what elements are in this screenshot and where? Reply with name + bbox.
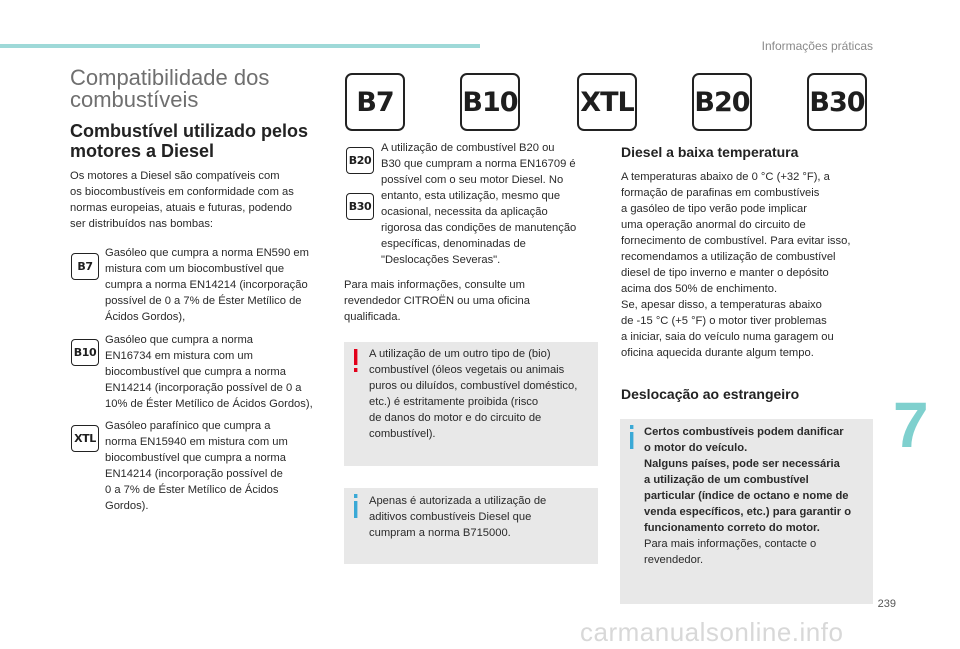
text-line: Gasóleo que cumpra a norma (105, 334, 254, 346)
text-line: Certos combustíveis podem danificar (644, 426, 844, 438)
dealer-info-paragraph (344, 277, 594, 325)
info-icon (353, 494, 359, 518)
text-line: recomendamos a utilização de combustível (621, 251, 836, 263)
exclamation-icon (353, 349, 359, 373)
intro-line: normas europeias, atuais e futuras, podendo (70, 202, 293, 214)
fuel-badge-b7: B7 (71, 253, 99, 280)
text-line: de -15 °C (+5 °F) o motor tiver problemas (621, 315, 827, 327)
low-temperature-heading: Diesel a baixa temperatura (621, 144, 799, 160)
text-line: "Deslocações Severas". (381, 254, 501, 266)
low-temperature-paragraph (621, 169, 876, 361)
fuel-description-b10 (105, 332, 333, 412)
text-line: B30 que cumpram a norma EN16709 é (381, 158, 576, 170)
subsection-title-line: Combustível utilizado pelos (70, 121, 309, 141)
text-line: A utilização de combustível B20 ou (381, 142, 555, 154)
text-line: combustível). (369, 428, 436, 440)
text-line: Se, apesar disso, a temperaturas abaixo (621, 299, 822, 311)
intro-line: os biocombustíveis em conformidade com as (70, 186, 294, 198)
text-line: biocombustível que cumpra a norma (105, 366, 286, 378)
text-line: entanto, esta utilização, mesmo que (381, 190, 561, 202)
badge-xtl: XTL (577, 73, 637, 131)
watermark: carmanualsonline.info (580, 617, 844, 647)
fuel-badge-b30: B30 (346, 193, 374, 220)
text-line: 0 a 7% de Éster Metílico de Ácidos (105, 484, 279, 496)
text-line: uma operação anormal do circuito de (621, 219, 806, 231)
subsection-title (70, 121, 340, 161)
text-line: a gasóleo de tipo verão pode implicar (621, 203, 807, 215)
text-line: revendedor CITROËN ou uma oficina (344, 295, 530, 307)
page-number: 239 (877, 598, 896, 610)
text-line: puros ou diluídos, combustível doméstico, (369, 380, 578, 392)
text-line: possível de 0 a 7% de Éster Metílico de (105, 295, 302, 307)
text-line: de danos do motor e do circuito de (369, 412, 542, 424)
fuel-description-b7 (105, 245, 330, 325)
text-line: fornecimento de combustível. Para evitar isso, (621, 235, 851, 247)
text-line: Gasóleo parafínico que cumpra a (105, 420, 271, 432)
text-line: formação de parafinas em combustíveis (621, 187, 820, 199)
badge-b30: B30 (807, 73, 867, 131)
info-note-text (369, 493, 594, 541)
text-line: diesel de tipo inverno e manter o depósito (621, 267, 829, 279)
chapter-number: 7 (893, 389, 929, 461)
intro-line: Os motores a Diesel são compatíveis com (70, 170, 280, 182)
fuel-description-xtl (105, 418, 330, 514)
text-line: cumpram a norma B715000. (369, 527, 511, 539)
subsection-title-line: motores a Diesel (70, 141, 215, 161)
info-icon (629, 425, 635, 449)
text-line: revendedor. (644, 554, 704, 566)
text-line: o motor do veículo. (644, 442, 748, 454)
text-line: EN14214 (incorporação possível de 0 a (105, 382, 302, 394)
text-line: Apenas é autorizada a utilização de (369, 495, 547, 507)
text-line: EN14214 (incorporação possível de (105, 468, 283, 480)
abroad-heading: Deslocação ao estrangeiro (621, 386, 800, 402)
text-line: A utilização de um outro tipo de (bio) (369, 348, 551, 360)
text-line: norma EN15940 em mistura com um (105, 436, 288, 448)
b20-b30-description (381, 140, 599, 268)
text-line: acima dos 50% de enchimento. (621, 283, 778, 295)
badge-b10: B10 (460, 73, 520, 131)
chapter-title: Informações práticas (761, 39, 873, 53)
fuel-badge-xtl: XTL (71, 425, 99, 452)
text-line: Gordos). (105, 500, 149, 512)
text-line: Para mais informações, contacte o (644, 538, 817, 550)
fuel-badge-b20: B20 (346, 147, 374, 174)
text-line: cumpra a norma EN14214 (incorporação (105, 279, 308, 291)
text-line: específicas, denominadas de (381, 238, 526, 250)
text-line: EN16734 em mistura com um (105, 350, 253, 362)
section-title-line: combustíveis (70, 87, 199, 112)
section-title-line: Compatibilidade dos (70, 65, 270, 90)
text-line: Ácidos Gordos), (105, 311, 186, 323)
text-line: Gasóleo que cumpra a norma EN590 em (105, 247, 309, 259)
text-line: particular (índice de octano e nome de (644, 490, 849, 502)
section-title (70, 67, 330, 111)
text-line: possível com o seu motor Diesel. No (381, 174, 564, 186)
text-line: etc.) é estritamente proibida (risco (369, 396, 539, 408)
text-line: A temperaturas abaixo de 0 °C (+32 °F), a (621, 171, 830, 183)
warning-note-text (369, 346, 597, 442)
text-line: rigorosa das condições de manutenção (381, 222, 577, 234)
text-line: venda específicos, etc.) para garantir o (644, 506, 852, 518)
badge-b7: B7 (345, 73, 405, 131)
text-line: a utilização de um combustível (644, 474, 809, 486)
text-line: mistura com um biocombustível que (105, 263, 285, 275)
text-line: Nalguns países, pode ser necessária (644, 458, 840, 470)
text-line: combustível (óleos vegetais ou animais (369, 364, 565, 376)
fuel-badge-b10: B10 (71, 339, 99, 366)
text-line: 10% de Éster Metílico de Ácidos Gordos), (105, 398, 313, 410)
text-line: Para mais informações, consulte um (344, 279, 525, 291)
intro-line: ser distribuídos nas bombas: (70, 218, 214, 230)
header-accent-bar (0, 44, 480, 48)
text-line: oficina aquecida durante algum tempo. (621, 347, 814, 359)
text-line: a iniciar, saia do veículo numa garagem ou (621, 331, 834, 343)
abroad-info-text (644, 424, 872, 568)
badge-b20: B20 (692, 73, 752, 131)
text-line: aditivos combustíveis Diesel que (369, 511, 532, 523)
text-line: ocasional, necessita da aplicação (381, 206, 548, 218)
text-line: qualificada. (344, 311, 401, 323)
intro-paragraph (70, 168, 335, 232)
text-line: funcionamento correto do motor. (644, 522, 820, 534)
text-line: biocombustível que cumpra a norma (105, 452, 286, 464)
